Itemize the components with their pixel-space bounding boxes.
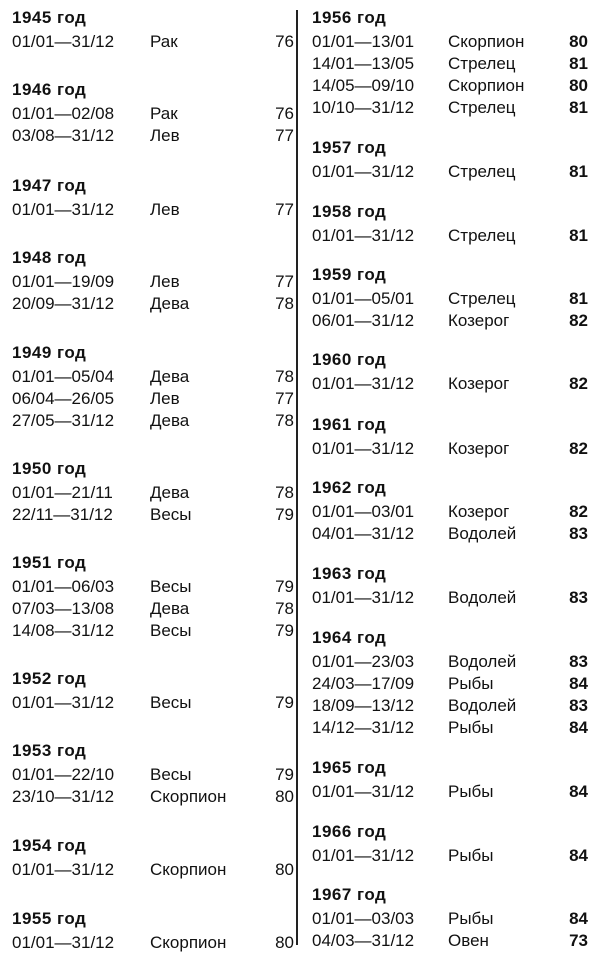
date-range-row bbox=[312, 76, 594, 98]
date-range-row bbox=[12, 367, 302, 389]
zodiac-sign: Водолей bbox=[448, 652, 517, 671]
date-range-row bbox=[312, 846, 594, 868]
zodiac-sign: Дева bbox=[150, 294, 190, 313]
date-range-row bbox=[312, 289, 594, 311]
zodiac-sign: Лев bbox=[150, 272, 180, 291]
year-heading: 1947 год bbox=[12, 176, 87, 195]
date-range: 23/10—31/12 bbox=[12, 787, 115, 806]
date-range-row bbox=[12, 272, 302, 294]
zodiac-sign: Скорпион bbox=[150, 787, 227, 806]
zodiac-sign: Козерог bbox=[448, 439, 510, 458]
date-range: 01/01—31/12 bbox=[312, 374, 415, 393]
value: 83 bbox=[569, 524, 588, 543]
date-range: 01/01—02/08 bbox=[12, 104, 115, 123]
value: 80 bbox=[569, 76, 588, 95]
date-range: 01/01—31/12 bbox=[312, 226, 415, 245]
value: 81 bbox=[569, 289, 588, 308]
zodiac-sign: Скорпион bbox=[150, 933, 227, 952]
value: 80 bbox=[275, 860, 294, 879]
value: 84 bbox=[569, 909, 588, 928]
zodiac-sign: Скорпион bbox=[150, 860, 227, 879]
date-range-row bbox=[312, 226, 594, 248]
date-range-row bbox=[312, 311, 594, 333]
date-range: 01/01—31/12 bbox=[12, 32, 115, 51]
date-range: 01/01—31/12 bbox=[12, 860, 115, 879]
date-range-row bbox=[12, 599, 302, 621]
date-range-row bbox=[312, 782, 594, 804]
date-range-row bbox=[12, 104, 302, 126]
date-range-row bbox=[312, 909, 594, 931]
year-heading: 1964 год bbox=[312, 628, 387, 647]
date-range: 24/03—17/09 bbox=[312, 674, 415, 693]
date-range-row bbox=[312, 374, 594, 396]
year-heading: 1950 год bbox=[12, 459, 87, 478]
zodiac-sign: Рыбы bbox=[448, 718, 494, 737]
value: 81 bbox=[569, 162, 588, 181]
value: 78 bbox=[275, 599, 294, 618]
value: 83 bbox=[569, 652, 588, 671]
date-range-row bbox=[12, 933, 302, 955]
date-range: 14/12—31/12 bbox=[312, 718, 415, 737]
zodiac-sign: Водолей bbox=[448, 588, 517, 607]
date-range: 01/01—31/12 bbox=[312, 162, 415, 181]
date-range-row bbox=[12, 389, 302, 411]
year-heading: 1949 год bbox=[12, 343, 87, 362]
value: 77 bbox=[275, 200, 294, 219]
date-range: 01/01—31/12 bbox=[12, 200, 115, 219]
date-range: 06/04—26/05 bbox=[12, 389, 115, 408]
value: 77 bbox=[275, 126, 294, 145]
zodiac-sign: Стрелец bbox=[448, 162, 516, 181]
date-range-row bbox=[12, 577, 302, 599]
value: 78 bbox=[275, 294, 294, 313]
zodiac-sign: Дева bbox=[150, 367, 190, 386]
year-heading: 1951 год bbox=[12, 553, 87, 572]
date-range: 01/01—03/01 bbox=[312, 502, 415, 521]
date-range-row bbox=[12, 126, 302, 148]
zodiac-sign: Лев bbox=[150, 200, 180, 219]
year-heading: 1946 год bbox=[12, 80, 87, 99]
year-heading: 1955 год bbox=[12, 909, 87, 928]
year-heading: 1945 год bbox=[12, 8, 87, 27]
zodiac-sign: Рак bbox=[150, 32, 178, 51]
date-range-row bbox=[12, 294, 302, 316]
date-range: 01/01—31/12 bbox=[312, 439, 415, 458]
value: 82 bbox=[569, 439, 588, 458]
date-range: 03/08—31/12 bbox=[12, 126, 115, 145]
date-range-row bbox=[12, 32, 302, 54]
value: 73 bbox=[569, 931, 588, 950]
value: 83 bbox=[569, 696, 588, 715]
year-heading: 1965 год bbox=[312, 758, 387, 777]
date-range: 01/01—21/11 bbox=[12, 483, 113, 502]
zodiac-sign: Овен bbox=[448, 931, 489, 950]
value: 79 bbox=[275, 765, 294, 784]
year-heading: 1957 год bbox=[312, 138, 387, 157]
date-range-row bbox=[12, 621, 302, 643]
date-range-row bbox=[12, 787, 302, 809]
year-heading: 1963 год bbox=[312, 564, 387, 583]
value: 79 bbox=[275, 693, 294, 712]
date-range: 01/01—13/01 bbox=[312, 32, 415, 51]
date-range-row bbox=[312, 718, 594, 740]
value: 76 bbox=[275, 32, 294, 51]
value: 77 bbox=[275, 272, 294, 291]
date-range: 14/08—31/12 bbox=[12, 621, 115, 640]
zodiac-sign: Рыбы bbox=[448, 909, 494, 928]
zodiac-sign: Скорпион bbox=[448, 32, 525, 51]
date-range: 01/01—31/12 bbox=[12, 693, 115, 712]
date-range-row bbox=[312, 98, 594, 120]
date-range: 01/01—22/10 bbox=[12, 765, 115, 784]
year-heading: 1948 год bbox=[12, 248, 87, 267]
year-heading: 1954 год bbox=[12, 836, 87, 855]
year-heading: 1959 год bbox=[312, 265, 387, 284]
value: 77 bbox=[275, 389, 294, 408]
zodiac-sign: Рыбы bbox=[448, 674, 494, 693]
date-range-row bbox=[312, 696, 594, 718]
date-range: 14/01—13/05 bbox=[312, 54, 415, 73]
date-range: 01/01—19/09 bbox=[12, 272, 115, 291]
year-heading: 1962 год bbox=[312, 478, 387, 497]
date-range: 01/01—31/12 bbox=[312, 846, 415, 865]
zodiac-sign: Козерог bbox=[448, 374, 510, 393]
year-heading: 1960 год bbox=[312, 350, 387, 369]
zodiac-sign: Стрелец bbox=[448, 289, 516, 308]
zodiac-sign: Дева bbox=[150, 599, 190, 618]
zodiac-sign: Стрелец bbox=[448, 98, 516, 117]
value: 78 bbox=[275, 367, 294, 386]
date-range-row bbox=[312, 931, 594, 953]
date-range-row bbox=[12, 411, 302, 433]
zodiac-sign: Козерог bbox=[448, 311, 510, 330]
date-range-row bbox=[312, 588, 594, 610]
date-range: 04/01—31/12 bbox=[312, 524, 415, 543]
value: 82 bbox=[569, 311, 588, 330]
value: 84 bbox=[569, 782, 588, 801]
date-range-row bbox=[12, 200, 302, 222]
date-range-row bbox=[12, 765, 302, 787]
date-range-row bbox=[12, 483, 302, 505]
zodiac-sign: Рак bbox=[150, 104, 178, 123]
date-range: 04/03—31/12 bbox=[312, 931, 415, 950]
date-range: 27/05—31/12 bbox=[12, 411, 115, 430]
date-range: 01/01—31/12 bbox=[12, 933, 115, 952]
value: 84 bbox=[569, 718, 588, 737]
zodiac-sign: Дева bbox=[150, 483, 190, 502]
value: 78 bbox=[275, 483, 294, 502]
value: 76 bbox=[275, 104, 294, 123]
zodiac-sign: Стрелец bbox=[448, 226, 516, 245]
zodiac-sign: Дева bbox=[150, 411, 190, 430]
date-range: 01/01—03/03 bbox=[312, 909, 415, 928]
date-range-row bbox=[312, 652, 594, 674]
value: 81 bbox=[569, 54, 588, 73]
value: 78 bbox=[275, 411, 294, 430]
value: 80 bbox=[569, 32, 588, 51]
date-range-row bbox=[12, 860, 302, 882]
zodiac-sign: Весы bbox=[150, 577, 192, 596]
value: 83 bbox=[569, 588, 588, 607]
value: 79 bbox=[275, 505, 294, 524]
zodiac-sign: Весы bbox=[150, 693, 192, 712]
year-heading: 1958 год bbox=[312, 202, 387, 221]
date-range-row bbox=[312, 524, 594, 546]
value: 80 bbox=[275, 933, 294, 952]
value: 84 bbox=[569, 674, 588, 693]
date-range: 01/01—06/03 bbox=[12, 577, 115, 596]
year-heading: 1952 год bbox=[12, 669, 87, 688]
date-range: 01/01—05/01 bbox=[312, 289, 415, 308]
date-range: 10/10—31/12 bbox=[312, 98, 415, 117]
year-heading: 1961 год bbox=[312, 415, 387, 434]
column-divider bbox=[296, 10, 298, 945]
zodiac-sign: Козерог bbox=[448, 502, 510, 521]
zodiac-sign: Весы bbox=[150, 765, 192, 784]
date-range: 01/01—31/12 bbox=[312, 588, 415, 607]
value: 81 bbox=[569, 98, 588, 117]
date-range-row bbox=[312, 439, 594, 461]
date-range: 14/05—09/10 bbox=[312, 76, 415, 95]
date-range: 01/01—23/03 bbox=[312, 652, 415, 671]
year-heading: 1967 год bbox=[312, 885, 387, 904]
date-range-row bbox=[12, 693, 302, 715]
date-range-row bbox=[312, 32, 594, 54]
date-range-row bbox=[312, 162, 594, 184]
date-range: 01/01—31/12 bbox=[312, 782, 415, 801]
year-heading: 1966 год bbox=[312, 822, 387, 841]
zodiac-sign: Весы bbox=[150, 621, 192, 640]
date-range: 07/03—13/08 bbox=[12, 599, 115, 618]
date-range: 20/09—31/12 bbox=[12, 294, 115, 313]
value: 82 bbox=[569, 502, 588, 521]
date-range-row bbox=[312, 674, 594, 696]
date-range-row bbox=[312, 54, 594, 76]
value: 79 bbox=[275, 577, 294, 596]
year-heading: 1953 год bbox=[12, 741, 87, 760]
value: 82 bbox=[569, 374, 588, 393]
value: 81 bbox=[569, 226, 588, 245]
zodiac-sign: Рыбы bbox=[448, 782, 494, 801]
zodiac-sign: Стрелец bbox=[448, 54, 516, 73]
zodiac-sign: Лев bbox=[150, 389, 180, 408]
year-heading: 1956 год bbox=[312, 8, 387, 27]
zodiac-sign: Водолей bbox=[448, 524, 517, 543]
zodiac-sign: Рыбы bbox=[448, 846, 494, 865]
date-range: 18/09—13/12 bbox=[312, 696, 415, 715]
value: 79 bbox=[275, 621, 294, 640]
zodiac-sign: Скорпион bbox=[448, 76, 525, 95]
date-range: 06/01—31/12 bbox=[312, 311, 415, 330]
date-range-row bbox=[12, 505, 302, 527]
date-range: 01/01—05/04 bbox=[12, 367, 115, 386]
zodiac-sign: Лев bbox=[150, 126, 180, 145]
value: 84 bbox=[569, 846, 588, 865]
zodiac-sign: Весы bbox=[150, 505, 192, 524]
date-range: 22/11—31/12 bbox=[12, 505, 113, 524]
zodiac-sign: Водолей bbox=[448, 696, 517, 715]
date-range-row bbox=[312, 502, 594, 524]
value: 80 bbox=[275, 787, 294, 806]
